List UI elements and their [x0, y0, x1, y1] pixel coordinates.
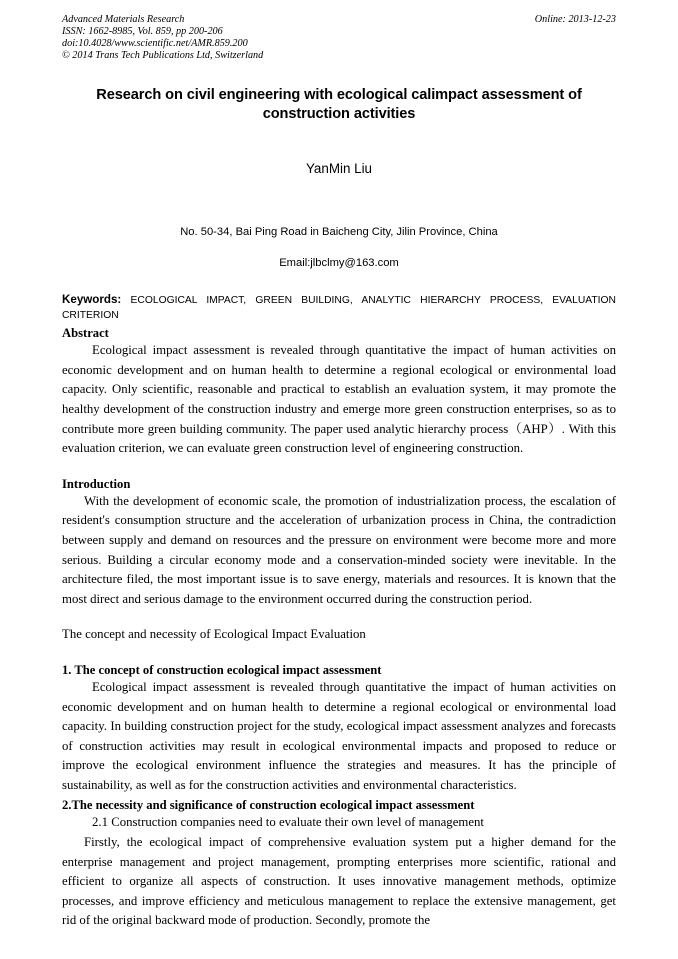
keywords-list: ECOLOGICAL IMPACT, GREEN BUILDING, ANALYTIC HIERARCHY PROCESS, EVALUATION CRITERION — [62, 295, 616, 321]
copyright-line: © 2014 Trans Tech Publications Ltd, Switzerland — [62, 50, 264, 62]
section-2-text: Firstly, the ecological impact of comprehensive evaluation system put a higher demand for the enterprise management and project management, prompting enterprises more scientific, rational and efficient to organize all aspects of construction. It uses innovative management methods, optimize processes, and improve efficiency and meticulous management to replace the extensive management, get rid of the original backward mode of production. Secondly, promote the — [62, 835, 616, 928]
section-1-heading: 1. The concept of construction ecological impact assessment — [62, 662, 382, 677]
section-lead-line: The concept and necessity of Ecological Impact Evaluation — [62, 627, 366, 642]
section-2-heading: 2.The necessity and significance of construction ecological impact assessment — [62, 798, 475, 813]
author-name: YanMin Liu — [306, 161, 372, 177]
online-date: Online: 2013-12-23 — [534, 14, 616, 25]
masthead — [62, 14, 616, 62]
affiliation: No. 50-34, Bai Ping Road in Baicheng City, Jilin Province, China — [180, 226, 498, 239]
page-title: Research on civil engineering with ecological calimpact assessment of construction activities — [96, 87, 582, 123]
introduction-heading: Introduction — [62, 476, 131, 491]
issn-line: ISSN: 1662-8985, Vol. 859, pp 200-206 — [62, 26, 223, 38]
abstract-text: Ecological impact assessment is revealed through quantitative the impact of human activities on economic development and on human health to determine a regional ecological or environmental load capacity. Only scientific, reasonable and practical to establish an evaluation system, it may promote the healthy development of the construction industry and emerge more green construction enterprises, so as to contribute more green building community. The paper used analytic hierarchy process（AHP）. With this evaluation criterion, we can evaluate green construction level of engineering construction. — [62, 343, 616, 456]
introduction-text: With the development of economic scale, the promotion of industrialization process, the escalation of resident's consumption structure and the acceleration of urbanization process in China, the contradiction between supply and demand on resources and the pressure on environment were become more and more serious. Building a circular economy mode and a conservation-minded society were inevitable. In the architecture filed, the most important issue is to save energy, materials and resources. It is known that the most direct and serious damage to the environment occurred during the construction period. — [62, 493, 616, 606]
section-2-subheading: 2.1 Construction companies need to evaluate their own level of management — [92, 815, 484, 830]
abstract-heading: Abstract — [62, 326, 109, 341]
doi-line: doi:10.4028/www.scientific.net/AMR.859.200 — [62, 38, 248, 50]
masthead-left — [62, 14, 462, 62]
keywords-label: Keywords: — [62, 293, 122, 307]
author-email: Email:jlbclmy@163.com — [279, 257, 399, 270]
journal-name: Advanced Materials Research — [62, 14, 185, 25]
section-1-text: Ecological impact assessment is revealed through quantitative the impact of human activities on economic development and on human health to determine a regional ecological or environmental load capacity. In building construction project for the study, ecological impact assessment analyzes and forecasts of construction activities may result in ecological environmental impacts and proposed to reduce or improve the ecological environment influence the strategies and measures. It has the principle of sustainability, as well as for the construction activities and environmental characteristics. — [62, 679, 616, 792]
keywords — [62, 293, 616, 323]
